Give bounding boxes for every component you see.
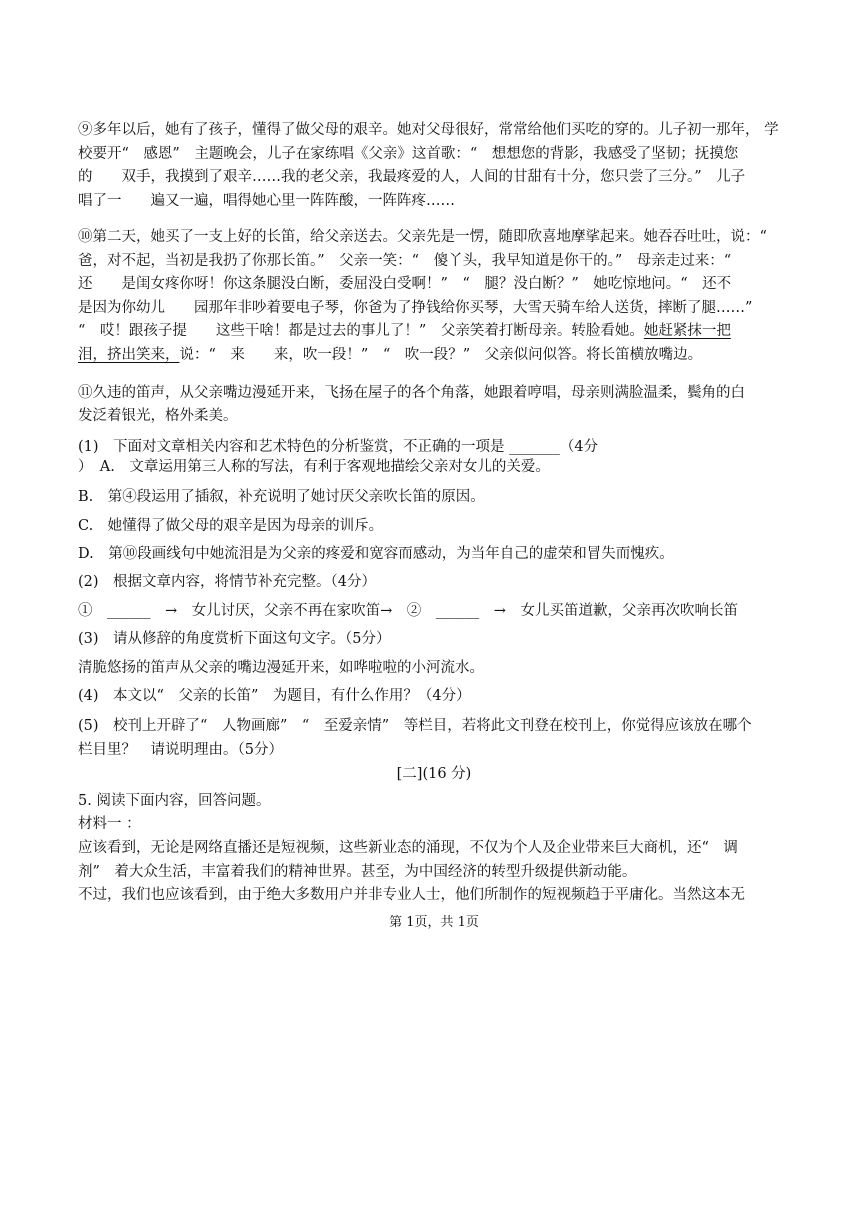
question-1-option-d: D. 第⑩段画线句中她流泪是为父亲的疼爱和宽容而感动，为当年自己的虚荣和冒失而愧疚。 xyxy=(78,546,674,562)
paragraph-9-line: 的 双手，我摸到了艰辛……我的老父亲，我最疼爱的人，人间的甘甜有十分，您只尝了三分。” 儿子 xyxy=(78,169,746,185)
paragraph-9-line: ⑨多年以后，她有了孩子，懂得了做父母的艰辛。她对父母很好，常常给他们买吃的穿的。儿子初一那年， 学 xyxy=(78,122,779,138)
paragraph-10-line: 爸，对不起，当初是我扔了你那长笛。” 父亲一笑：“ 傻丫头，我早知道是你干的。” 母亲走过来：“ xyxy=(78,253,732,269)
page-footer: 第 1页，共 1页 xyxy=(389,915,479,930)
material-line: 应该看到，无论是网络直播还是短视频，这些新业态的涌现，不仅为个人及企业带来巨大商机，还“ 调 xyxy=(78,840,738,856)
underlined-sentence: 她赶紧抹一把 xyxy=(643,323,731,339)
section-heading: [二](16 分) xyxy=(396,766,472,782)
paragraph-10-text: “ 哎！跟孩子提 这些干啥！都是过去的事儿了！” 父亲笑着打断母亲。转脸看她。 xyxy=(78,323,644,339)
question-5-line: 栏目里？ 请说明理由。（5分） xyxy=(78,742,283,758)
paragraph-10-line: 还 是闺女疼你呀！你这条腿没白断，委屈没白受啊！” “ 腿？没白断？” 她吃惊地问。“ 还不 xyxy=(78,276,732,292)
question-5-line: (5) 校刊上开辟了“ 人物画廊” “ 至爱亲情” 等栏目，若将此文刊登在校刊上，你觉得应该放在哪个 xyxy=(78,718,752,734)
paragraph-11-line: ⑪久违的笛声，从父亲嘴边漫延开来，飞扬在屋子的各个角落，她跟着哼唱，母亲则满脸温柔，鬓角的白 xyxy=(78,385,745,401)
paragraph-9-line: 唱了一 遍又一遍，唱得她心里一阵阵酸，一阵阵疼…… xyxy=(78,193,455,209)
reading-instruction: 5. 阅读下面内容，回答问题。 xyxy=(78,793,271,809)
question-2-flow: ① ______ → 女儿讨厌，父亲不再在家吹笛→ ② ______ → 女儿买笛道歉，父亲再次吹响长笛 xyxy=(78,603,738,619)
question-2: (2) 根据文章内容，将情节补充完整。（4分） xyxy=(78,574,377,590)
question-1-option-a: ） A. 文章运用第三人称的写法，有利于客观地描绘父亲对女儿的关爱。 xyxy=(78,459,550,475)
paragraph-10-line: 是因为你幼儿 园那年非吵着要电子琴，你爸为了挣钱给你买琴，大雪天骑车给人送货，摔断了腿……” xyxy=(78,300,753,316)
question-4: (4) 本文以“ 父亲的长笛” 为题目，有什么作用？（4分） xyxy=(78,688,471,704)
material-label: 材料一 ： xyxy=(78,816,141,832)
material-line: 剂” 着大众生活，丰富着我们的精神世界。甚至，为中国经济的转型升级提供新动能。 xyxy=(78,864,637,880)
paragraph-10-text: 说：“ 来 来，吹一段！” “ 吹一段？” 父亲似问似答。将长笛横放嘴边。 xyxy=(179,347,703,363)
underlined-sentence: 泪，挤出笑来， xyxy=(78,347,180,363)
question-1-option-b: B. 第④段运用了插叙，补充说明了她讨厌父亲吹长笛的原因。 xyxy=(78,489,485,505)
paragraph-11-line: 发泛着银光，格外柔美。 xyxy=(78,408,238,424)
paragraph-10-line xyxy=(78,321,790,341)
material-line: 不过，我们也应该看到，由于绝大多数用户并非专业人士，他们所制作的短视频趋于平庸化。当然这本无 xyxy=(78,887,745,903)
paragraph-9-line: 校要开“ 感恩” 主题晚会，儿子在家练唱《父亲》这首歌：“ 想想您的背影，我感受了坚韧；抚摸您 xyxy=(78,146,739,162)
paragraph-10-line: ⑩第二天，她买了一支上好的长笛，给父亲送去。父亲先是一愣，随即欣喜地摩挲起来。她吞吞吐吐，说：“ xyxy=(78,229,767,245)
question-3-quote: 清脆悠扬的笛声从父亲的嘴边漫延开来，如哗啦啦的小河流水。 xyxy=(78,660,484,676)
question-1-stem: (1) 下面对文章相关内容和艺术特色的分析鉴赏，不正确的一项是 _______（4分 xyxy=(78,439,599,455)
paragraph-10-line xyxy=(78,345,790,365)
question-3: (3) 请从修辞的角度赏析下面这句文字。（5分） xyxy=(78,631,391,647)
question-1-option-c: C. 她懂得了做父母的艰辛是因为母亲的训斥。 xyxy=(78,518,384,534)
